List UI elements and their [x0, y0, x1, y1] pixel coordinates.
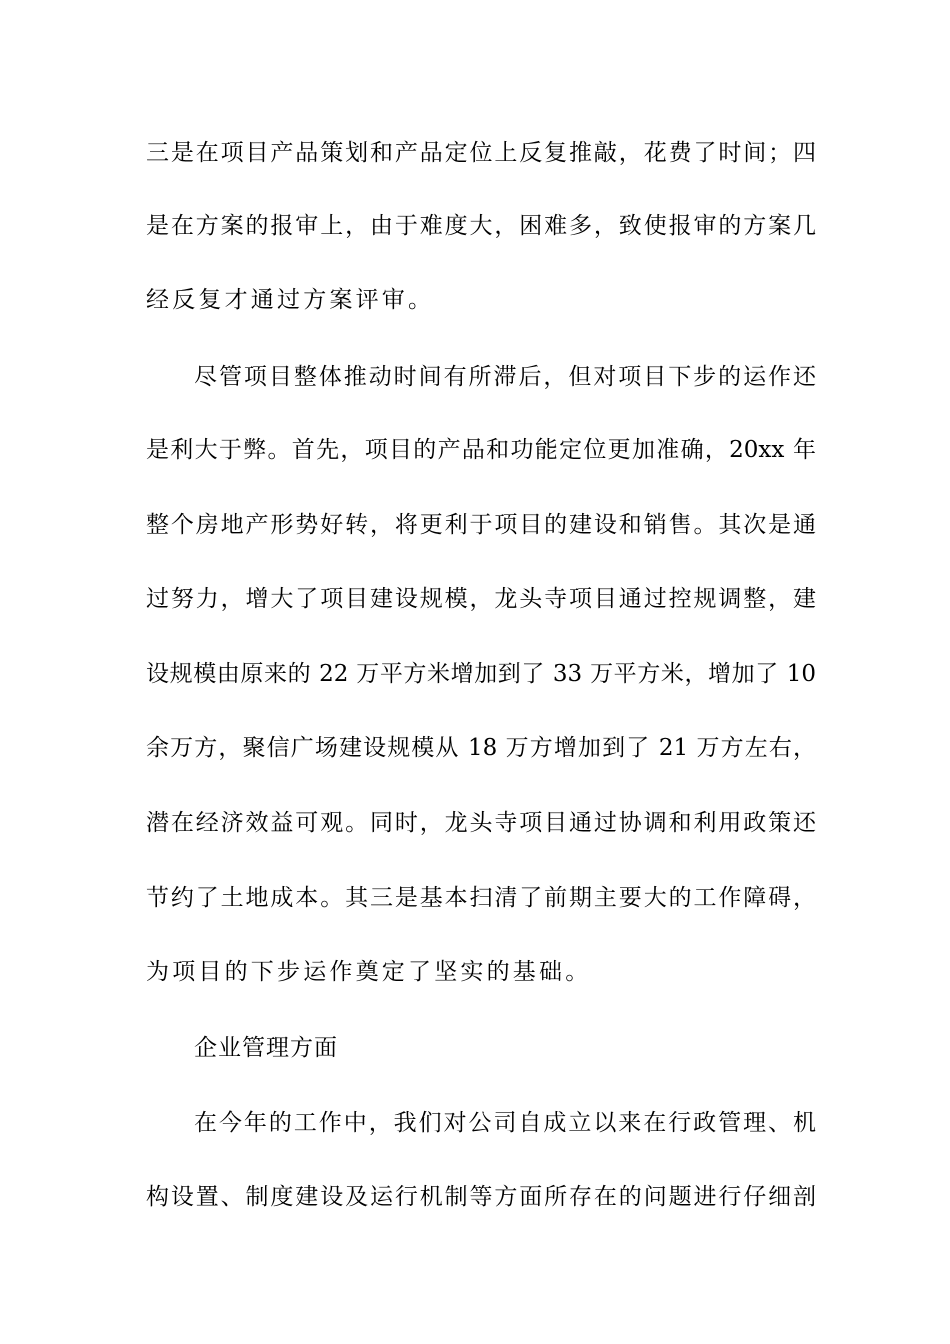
paragraph-line: 经反复才通过方案评审。 — [146, 287, 435, 313]
paragraph-line: 设规模由原来的 22 万平方米增加到了 33 万平方米，增加了 10 — [146, 661, 816, 687]
paragraph-line: 为项目的下步运作奠定了坚实的基础。 — [146, 959, 592, 985]
section-heading: 企业管理方面 — [194, 1035, 338, 1061]
paragraph-line: 构设置、制度建设及运行机制等方面所存在的问题进行仔细剖 — [146, 1184, 816, 1210]
paragraph-line: 三是在项目产品策划和产品定位上反复推敲，花费了时间；四 — [146, 140, 816, 166]
paragraph-line: 在今年的工作中，我们对公司自成立以来在行政管理、机 — [194, 1110, 816, 1136]
paragraph-line: 尽管项目整体推动时间有所滞后，但对项目下步的运作还 — [194, 364, 816, 390]
paragraph-line: 是利大于弊。首先，项目的产品和功能定位更加准确，20xx 年 — [146, 437, 816, 463]
paragraph-line: 整个房地产形势好转，将更利于项目的建设和销售。其次是通 — [146, 512, 816, 538]
paragraph-line: 是在方案的报审上，由于难度大，困难多，致使报审的方案几 — [146, 213, 816, 239]
paragraph-line: 节约了土地成本。其三是基本扫清了前期主要大的工作障碍， — [146, 885, 816, 911]
paragraph-line: 潜在经济效益可观。同时，龙头寺项目通过协调和利用政策还 — [146, 810, 816, 836]
paragraph-line: 余万方，聚信广场建设规模从 18 万方增加到了 21 万方左右， — [146, 735, 816, 761]
paragraph-line: 过努力，增大了项目建设规模，龙头寺项目通过控规调整，建 — [146, 586, 816, 612]
